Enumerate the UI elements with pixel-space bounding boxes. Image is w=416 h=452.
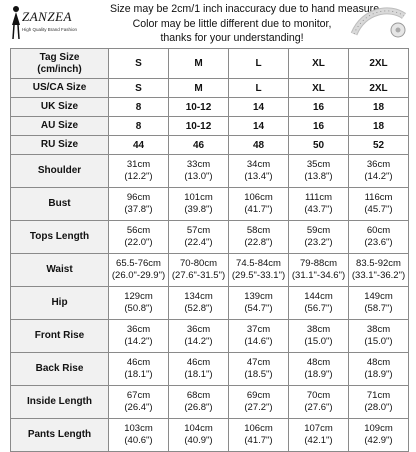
conversion-row [11,136,409,155]
measurement-cell [109,155,169,188]
measurement-cell [169,254,229,287]
measurement-inch: (26.0"-29.9") [111,270,166,281]
measurement-label: Bust [11,188,109,221]
measurement-label: Back Rise [11,353,109,386]
measurement-cell [169,386,229,419]
notice-line-1: Size may be 2cm/1 inch inaccuracy due to hand measure, [110,3,383,15]
conversion-label: UK Size [11,98,109,117]
measurement-row [11,188,409,221]
measurement-cm: 96cm [126,192,151,203]
measurement-cell [169,188,229,221]
size-chart-table [10,48,409,452]
measurement-cell [289,254,349,287]
conversion-cell: 10-12 [169,98,229,117]
conversion-cell: 2XL [349,79,409,98]
measurement-cell [109,353,169,386]
measurement-cell [109,287,169,320]
measurement-label: Tops Length [11,221,109,254]
measurement-cm: 56cm [126,225,151,236]
measurement-inch: (18.9") [304,369,333,380]
measurement-inch: (14.6") [244,336,273,347]
measurement-row [11,419,409,452]
notice-line-3: thanks for your understanding! [160,32,304,44]
measurement-cell [169,320,229,353]
measurement-inch: (40.6") [124,435,153,446]
conversion-cell: L [229,79,289,98]
measurement-inch: (26.8") [184,402,213,413]
measurement-cm: 47cm [246,357,271,368]
measurement-inch: (22.8") [244,237,273,248]
measurement-cell [109,320,169,353]
measurement-inch: (18.9") [364,369,393,380]
measurement-inch: (27.2") [244,402,273,413]
measurement-cell [229,353,289,386]
brand-logo [8,3,108,43]
measurement-row [11,254,409,287]
measurement-inch: (18.1") [184,369,213,380]
measurement-cell [289,188,349,221]
conversion-row [11,98,409,117]
conversion-cell: 46 [169,136,229,155]
measurement-inch: (42.9") [364,435,393,446]
conversion-cell: 18 [349,98,409,117]
measurement-cm: 31cm [126,159,151,170]
measurement-inch: (12.2") [124,171,153,182]
measurement-cm: 33cm [186,159,211,170]
conversion-row [11,79,409,98]
size-header-cell: 2XL [349,49,409,79]
measurement-cm: 34cm [246,159,271,170]
tag-size-label [11,49,109,79]
measurement-inch: (23.2") [304,237,333,248]
conversion-label: US/CA Size [11,79,109,98]
measurement-cm: 60cm [366,225,391,236]
measurement-cell [349,353,409,386]
measurement-cell [289,320,349,353]
size-header-cell: L [229,49,289,79]
notice-line-2: Color may be little different due to monitor, [132,17,332,30]
measurement-cm: 46cm [186,357,211,368]
measurement-cm: 36cm [186,324,211,335]
measurement-cm: 134cm [184,291,213,302]
measurement-cm: 36cm [126,324,151,335]
measurement-cell [169,221,229,254]
measurement-inch: (50.8") [124,303,153,314]
measurement-cell [289,155,349,188]
measurement-inch: (13.4") [244,171,273,182]
measurement-label: Waist [11,254,109,287]
measurement-cm: 65.5-76cm [116,258,161,269]
measurement-cm: 103cm [124,423,153,434]
measurement-cm: 70cm [306,390,331,401]
measurement-cm: 35cm [306,159,331,170]
measurement-inch: (14.2") [124,336,153,347]
measurement-cm: 139cm [244,291,273,302]
measurement-inch: (14.2") [364,171,393,182]
measurement-cell [349,419,409,452]
measurement-cm: 107cm [304,423,333,434]
measurement-label: Shoulder [11,155,109,188]
measurement-cell [289,287,349,320]
measurement-inch: (15.0") [364,336,393,347]
measurement-cm: 68cm [186,390,211,401]
measuring-tape-icon [350,4,408,42]
measurement-inch: (41.7") [244,435,273,446]
measurement-cm: 106cm [244,423,273,434]
measurement-cm: 46cm [126,357,151,368]
measurement-cell [109,419,169,452]
size-header-cell: M [169,49,229,79]
conversion-row [11,117,409,136]
measurement-inch: (28.0") [364,402,393,413]
measurement-cell [349,155,409,188]
measurement-inch: (27.6"-31.5") [171,270,226,281]
measurement-cm: 109cm [364,423,393,434]
measurement-cell [169,353,229,386]
measurement-inch: (13.0") [184,171,213,182]
measurement-cell [229,287,289,320]
measurement-inch: (29.5"-33.1") [231,270,286,281]
measurement-cm: 83.5-92cm [356,258,401,269]
measurement-cm: 71cm [366,390,391,401]
measurement-inch: (52.8") [184,303,213,314]
measurement-cm: 116cm [364,192,393,203]
measurement-row [11,353,409,386]
conversion-cell: XL [289,79,349,98]
measurement-cm: 79-88cm [300,258,337,269]
conversion-label: AU Size [11,117,109,136]
conversion-cell: 18 [349,117,409,136]
measurement-row [11,287,409,320]
measurement-cm: 58cm [246,225,271,236]
measurement-cell [109,188,169,221]
measurement-row [11,155,409,188]
measurement-cell [229,188,289,221]
measurement-cell [229,155,289,188]
measurement-cell [229,419,289,452]
measurement-inch: (22.0") [124,237,153,248]
measurement-inch: (14.2") [184,336,213,347]
conversion-cell: 16 [289,98,349,117]
measurement-label: Front Rise [11,320,109,353]
measurement-cell [349,320,409,353]
measurement-row [11,320,409,353]
measurement-inch: (23.6") [364,237,393,248]
measurement-inch: (18.5") [244,369,273,380]
measurement-cell [229,221,289,254]
conversion-label: RU Size [11,136,109,155]
measurement-cell [169,419,229,452]
measurement-cm: 144cm [304,291,333,302]
conversion-cell: 10-12 [169,117,229,136]
conversion-cell: S [109,79,169,98]
measurement-cm: 38cm [366,324,391,335]
measurement-row [11,386,409,419]
measurement-inch: (40.9") [184,435,213,446]
measurement-cm: 57cm [186,225,211,236]
measurement-cm: 38cm [306,324,331,335]
size-header-cell: XL [289,49,349,79]
measurement-cell [109,254,169,287]
measurement-cm: 59cm [306,225,331,236]
measurement-cm: 104cm [184,423,213,434]
measurement-cm: 67cm [126,390,151,401]
measurement-cm: 48cm [366,357,391,368]
measurement-cell [349,254,409,287]
conversion-cell: 14 [229,117,289,136]
measurement-inch: (39.8") [184,204,213,215]
size-header-row [11,49,409,79]
measurement-inch: (58.7") [364,303,393,314]
measurement-cell [229,320,289,353]
measurement-cell [349,287,409,320]
conversion-cell: 48 [229,136,289,155]
measurement-inch: (31.1"-34.6") [291,270,346,281]
conversion-cell: 44 [109,136,169,155]
conversion-cell: 14 [229,98,289,117]
measurement-inch: (33.1"-36.2") [351,270,406,281]
measurement-cm: 106cm [244,192,273,203]
conversion-cell: M [169,79,229,98]
measurement-inch: (56.7") [304,303,333,314]
measurement-cell [109,386,169,419]
measurement-cm: 70-80cm [180,258,217,269]
measurement-inch: (42.1") [304,435,333,446]
size-header-cell: S [109,49,169,79]
logo-text: ZANZEA [22,9,72,24]
measurement-cm: 48cm [306,357,331,368]
measurement-inch: (26.4") [124,402,153,413]
measurement-cm: 101cm [184,192,213,203]
measurement-inch: (15.0") [304,336,333,347]
measurement-cell [289,386,349,419]
measurement-cm: 36cm [366,159,391,170]
measurement-cell [229,254,289,287]
measurement-inch: (41.7") [244,204,273,215]
measurement-cm: 74.5-84cm [236,258,281,269]
tag-size-label-line1: Tag Size [39,51,80,63]
conversion-cell: 8 [109,98,169,117]
measurement-cell [289,419,349,452]
measurement-inch: (13.8") [304,171,333,182]
measurement-inch: (54.7") [244,303,273,314]
conversion-cell: 8 [109,117,169,136]
measurement-cell [349,221,409,254]
conversion-cell: 16 [289,117,349,136]
measurement-row [11,221,409,254]
measurement-cell [289,353,349,386]
measurement-cm: 149cm [364,291,393,302]
measurement-inch: (45.7") [364,204,393,215]
measurement-label: Hip [11,287,109,320]
measurement-inch: (18.1") [124,369,153,380]
measurement-cell [349,386,409,419]
measurement-label: Pants Length [11,419,109,452]
measurement-cm: 111cm [304,192,333,203]
measurement-cell [289,221,349,254]
measurement-cm: 37cm [246,324,271,335]
measurement-inch: (43.7") [304,204,333,215]
header [0,0,416,48]
logo-tagline: High Quality Brand Fashion [22,27,78,32]
size-notice [110,2,383,46]
measurement-cell [169,287,229,320]
measurement-cm: 129cm [124,291,153,302]
measurement-inch: (27.6") [304,402,333,413]
conversion-cell: 50 [289,136,349,155]
measurement-cm: 69cm [246,390,271,401]
measurement-cell [229,386,289,419]
measurement-cell [349,188,409,221]
measurement-cell [109,221,169,254]
measurement-label: Inside Length [11,386,109,419]
measurement-inch: (22.4") [184,237,213,248]
measurement-inch: (37.8") [124,204,153,215]
measurement-cell [169,155,229,188]
conversion-cell: 52 [349,136,409,155]
tag-size-label-line2: (cm/inch) [37,63,82,75]
